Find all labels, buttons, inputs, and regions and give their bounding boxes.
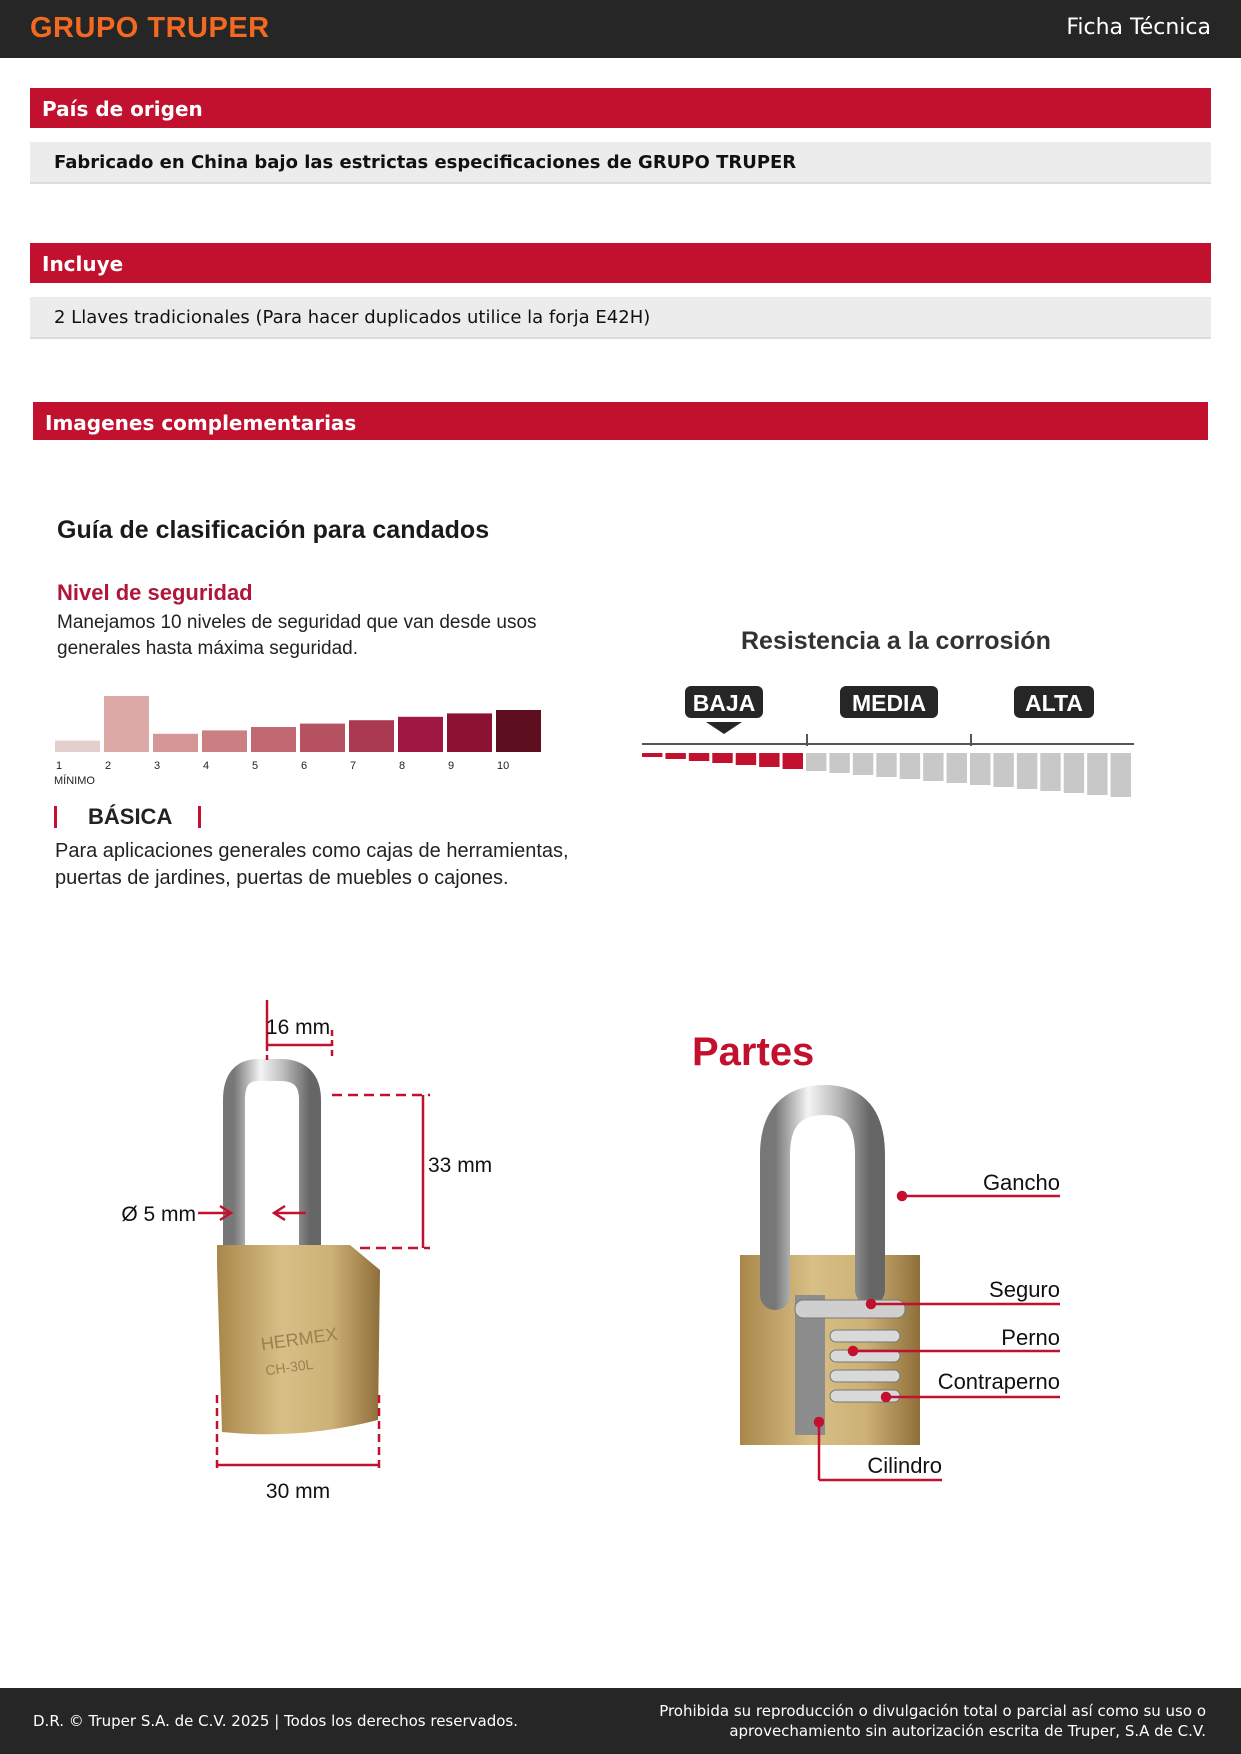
security-tick-10: 10 bbox=[497, 760, 510, 772]
level-name: BÁSICA bbox=[88, 804, 173, 829]
level-marker-right bbox=[198, 806, 201, 828]
svg-text:BAJA: BAJA bbox=[692, 690, 756, 716]
footer bbox=[0, 1688, 1241, 1754]
security-tick-1: 1 bbox=[56, 760, 63, 772]
corrosion-segment bbox=[783, 753, 803, 769]
security-bar-5 bbox=[251, 727, 296, 752]
security-tick-8: 8 bbox=[399, 760, 406, 772]
security-bar-7 bbox=[349, 720, 394, 752]
footer-legal-2: aprovechamiento sin autorización escrita de Truper, S.A de C.V. bbox=[729, 1722, 1206, 1740]
footer-copyright: D.R. © Truper S.A. de C.V. 2025 | Todos los derechos reservados. bbox=[33, 1712, 518, 1730]
corrosion-segment bbox=[876, 753, 896, 777]
corrosion-segment bbox=[759, 753, 779, 767]
corrosion-label-media bbox=[840, 686, 938, 718]
brand-logo: GRUPO TRUPER bbox=[30, 12, 270, 44]
security-bar-4 bbox=[202, 730, 247, 752]
guide-title: Guía de clasificación para candados bbox=[57, 516, 490, 544]
top-bar bbox=[0, 0, 1241, 58]
security-tick-7: 7 bbox=[350, 760, 357, 772]
corrosion-segment bbox=[1111, 753, 1131, 797]
corrosion-label-alta bbox=[1014, 686, 1094, 718]
security-tick-9: 9 bbox=[448, 760, 455, 772]
corrosion-segment bbox=[806, 753, 826, 771]
part-label-gancho: Gancho bbox=[982, 1170, 1060, 1195]
corrosion-segment bbox=[970, 753, 990, 785]
corrosion-segment bbox=[947, 753, 967, 783]
padlock-parts-figure bbox=[720, 1080, 1080, 1490]
parts-title: Partes bbox=[692, 1030, 815, 1074]
dim-shackle-diameter: Ø 5 mm bbox=[121, 1203, 196, 1226]
corrosion-segment bbox=[1064, 753, 1084, 793]
corrosion-segment bbox=[642, 753, 662, 757]
security-tick-4: 4 bbox=[203, 760, 210, 772]
security-level-chart bbox=[50, 690, 550, 786]
security-min-label: MÍNIMO bbox=[54, 775, 95, 786]
body-engraving: HERMEX bbox=[259, 1323, 339, 1355]
security-bar-8 bbox=[398, 717, 443, 752]
corrosion-title: Resistencia a la corrosión bbox=[741, 627, 1051, 655]
document-title: Ficha Técnica bbox=[1066, 15, 1211, 40]
includes-text: 2 Llaves tradicionales (Para hacer duplicados utilice la forja E42H) bbox=[30, 297, 1211, 339]
corrosion-label-baja bbox=[685, 686, 763, 734]
svg-text:MEDIA: MEDIA bbox=[851, 690, 927, 716]
security-tick-2: 2 bbox=[105, 760, 112, 772]
level-marker-left bbox=[54, 806, 57, 828]
corrosion-segment bbox=[736, 753, 756, 765]
corrosion-segment bbox=[853, 753, 873, 775]
security-level-desc-1: Manejamos 10 niveles de seguridad que van desde usos bbox=[57, 612, 537, 633]
part-label-seguro: Seguro bbox=[989, 1277, 1060, 1302]
security-bar-1 bbox=[55, 741, 100, 752]
security-tick-5: 5 bbox=[252, 760, 259, 772]
shackle bbox=[234, 1070, 310, 1265]
section-origin-title: País de origen bbox=[30, 88, 1211, 128]
corrosion-segment bbox=[1017, 753, 1037, 789]
body-model: CH-30L bbox=[264, 1355, 315, 1379]
dim-shackle-height: 33 mm bbox=[428, 1154, 493, 1177]
security-tick-3: 3 bbox=[154, 760, 161, 772]
security-bar-6 bbox=[300, 724, 345, 752]
selected-pointer bbox=[706, 722, 742, 734]
corrosion-segment bbox=[900, 753, 920, 779]
corrosion-segment bbox=[993, 753, 1013, 787]
section-images-title: Imagenes complementarias bbox=[33, 402, 1208, 440]
svg-text:ALTA: ALTA bbox=[1025, 690, 1083, 716]
corrosion-segment bbox=[923, 753, 943, 781]
corrosion-segment bbox=[829, 753, 849, 773]
corrosion-scale bbox=[640, 684, 1140, 799]
security-bar-9 bbox=[447, 713, 492, 752]
security-bar-10 bbox=[496, 710, 541, 752]
security-tick-6: 6 bbox=[301, 760, 308, 772]
padlock-dimensions-figure bbox=[110, 1000, 530, 1520]
security-level-title: Nivel de seguridad bbox=[57, 580, 253, 605]
corrosion-segment bbox=[712, 753, 732, 763]
part-label-perno: Perno bbox=[1001, 1325, 1060, 1350]
level-text-2: puertas de jardines, puertas de muebles o cajones. bbox=[55, 867, 509, 889]
dim-body-width: 30 mm bbox=[265, 1480, 331, 1503]
section-includes-title: Incluye bbox=[30, 243, 1211, 283]
lock-part bbox=[795, 1300, 905, 1318]
security-level-desc-2: generales hasta máxima seguridad. bbox=[57, 638, 359, 659]
dim-shackle-width: 16 mm bbox=[265, 1016, 331, 1039]
corrosion-segment bbox=[665, 753, 685, 759]
part-label-cilindro: Cilindro bbox=[867, 1453, 942, 1478]
corrosion-segment bbox=[1040, 753, 1060, 791]
corrosion-segment bbox=[689, 753, 709, 761]
level-text-1: Para aplicaciones generales como cajas de herramientas, bbox=[55, 840, 569, 862]
footer-legal-1: Prohibida su reproducción o divulgación total o parcial así como su uso o bbox=[659, 1702, 1206, 1720]
part-label-contraperno: Contraperno bbox=[937, 1369, 1060, 1394]
corrosion-segment bbox=[1087, 753, 1107, 795]
origin-text: Fabricado en China bajo las estrictas especificaciones de GRUPO TRUPER bbox=[30, 142, 1211, 184]
security-bar-2 bbox=[104, 696, 149, 752]
security-bar-3 bbox=[153, 734, 198, 752]
